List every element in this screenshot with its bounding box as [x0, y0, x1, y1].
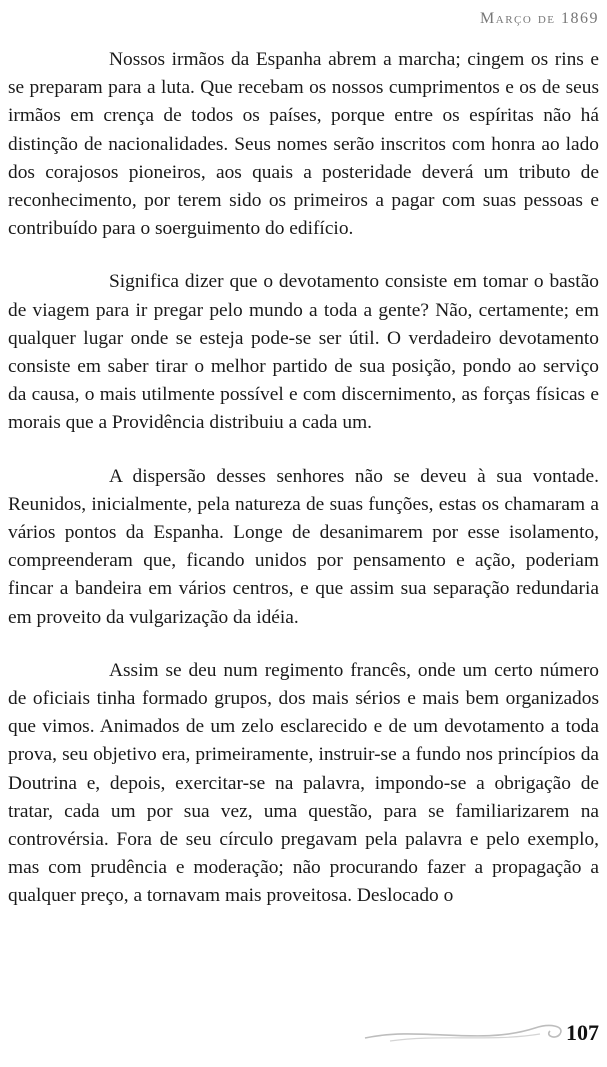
paragraph: Significa dizer que o devotamento consiste em tomar o bastão de viagem para ir pregar pelo mundo a toda a gente? Não, certamente; em qualquer lugar onde se esteja pode-se ser útil. O verdadeiro devotamento consiste em saber tirar o melhor partido de sua posição, pondo ao serviço da causa, o mais utilmente possível e com discernimento, as forças físicas e morais que a Providência distribuiu a cada um. [8, 271, 599, 434]
paragraph: A dispersão desses senhores não se deveu à sua vontade. Reunidos, inicialmente, pela natureza de suas funções, estas os chamaram a vários pontos da Espanha. Longe de desanimarem por esse isolamento, compreenderam que, ficando unidos por pensamento e ação, poderiam fincar a bandeira em vários centros, e que assim sua separação redundaria em proveito da vulgarização da idéia. [8, 465, 599, 628]
page-number: 107 [566, 1020, 599, 1045]
running-header: Março de 1869 [480, 10, 599, 27]
paragraph: Assim se deu num regimento francês, onde um certo número de oficiais tinha formado grupos, dos mais sérios e mais bem organizados que vimos. Animados de um zelo esclarecido e de um devotamento a toda prova, seu objetivo era, primeiramente, instruir-se a fundo nos princípios da Doutrina e, depois, exercitar-se na palavra, impondo-se a obrigação de tratar, cada um por sua vez, uma questão, para se familiarizarem na controvérsia. Fora de seu círculo pregavam pela palavra e pelo exemplo, mas com prudência e moderação; não procurando fazer a propagação a qualquer preço, a tornavam mais proveitosa. Deslocado o [8, 659, 599, 907]
paragraph: Nossos irmãos da Espanha abrem a marcha; cingem os rins e se preparam para a luta. Que recebam os nossos cumprimentos e os de seus irmãos em crença de todos os países, porque entre os espíritas não há distinção de nacionalidades. Seus nomes serão inscritos com honra ao lado dos corajosos pioneiros, aos quais a posteridade deverá um tributo de reconhecimento, por terem sido os primeiros a pagar com suas pessoas e contribuído para o soerguimento do edifício. [8, 49, 599, 240]
footer-swirl-ornament [360, 1016, 600, 1046]
page-body [8, 46, 599, 936]
